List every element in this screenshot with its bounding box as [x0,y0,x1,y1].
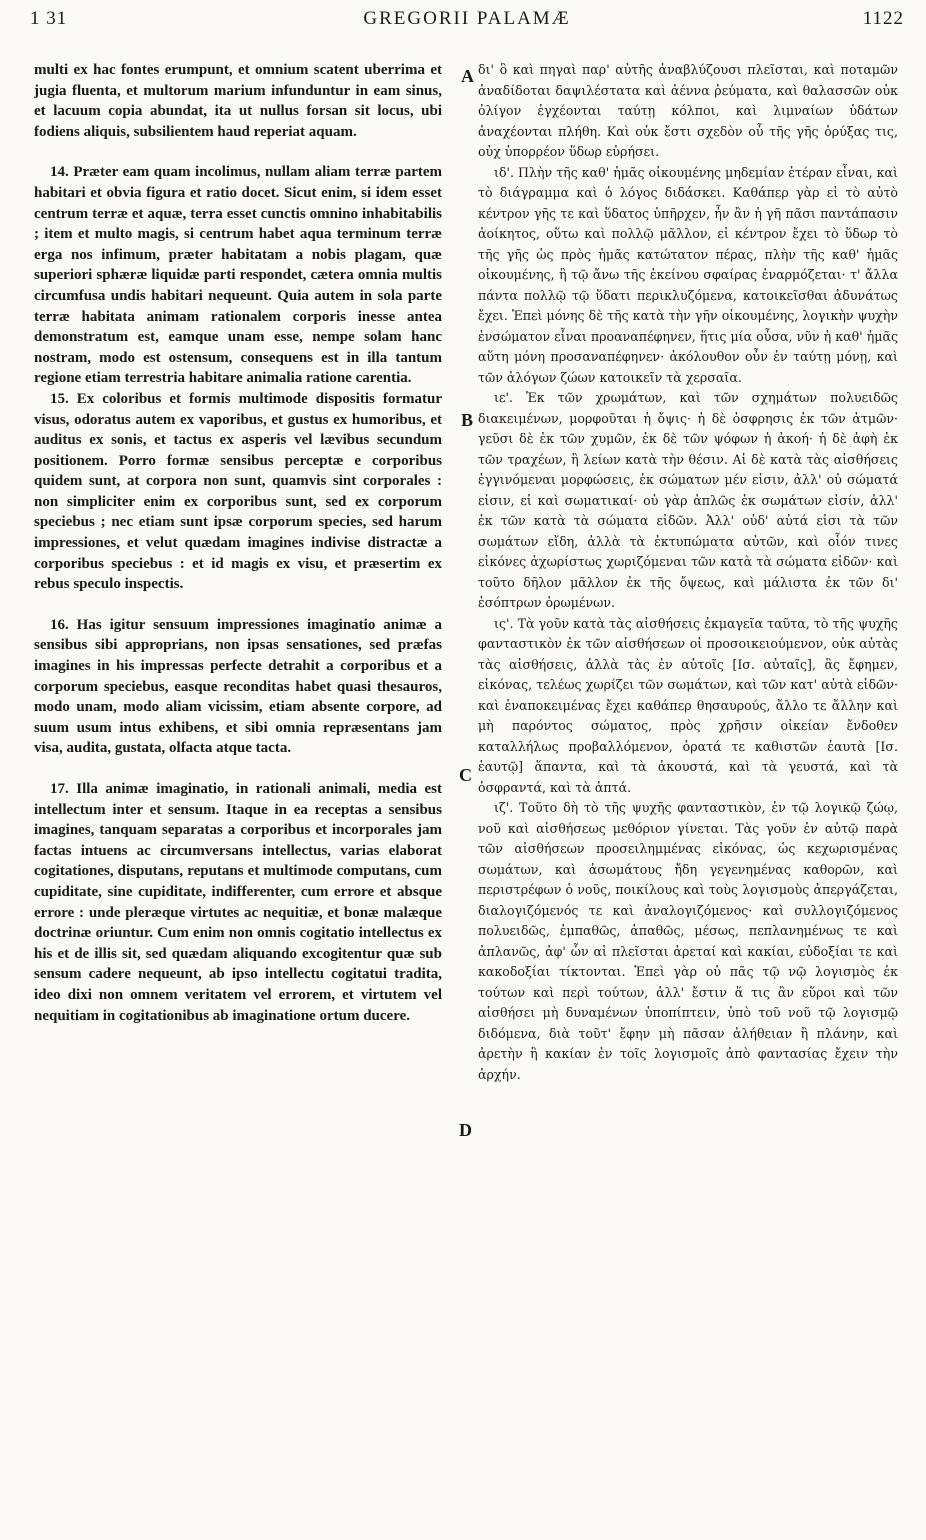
column-number-right: 1122 [862,8,904,29]
greek-paragraph-14: ιδ'. Πλὴν τῆς καθ' ἡμᾶς οἰκουμένης μηδεμίαν ἑτέραν εἶναι, καὶ τὸ διάγραμμα καὶ ὁ λόγος διδάσκει. Καθάπερ γὰρ εἰ τὸ αὐτὸ κέντρον γῆς τε καὶ ὕδατος ὑπῆρχεν, ἦν ἂν ἡ γῆ πᾶσι παντάπασιν ἀοίκητος, οὕτω καὶ πολλῷ μᾶλλον, εἰ κέντρον ἔχει τὸ ὕδωρ τὸ τῆς γῆς ὡς πρὸς ἡμᾶς κατώτατον πέρας, πλὴν τῆς καθ' ἡμᾶς οἰκουμένης, ἣ τῷ ἄνω τῆς ἐκείνου σφαίρας ἐναρμόζεται· τ' ἄλλα πάντα πολλῷ τῷ ὕδατι περικλυζόμενα, κατοικεῖσθαι ἀδυνάτως ἔχει. Ἐπεὶ μόνης δὲ τῆς κατὰ τὴν γῆν οἰκουμένης, λογικὴν ψυχὴν ἐνσώματον εἶναι προαναπέφηνεν, ἥτις μία οὖσα, νῦν ἡ καθ' ἡμᾶς αὕτη μόνη προσαναπέφηνεν· ἀκόλουθον οὖν ἐν ταύτῃ μόνῃ, καὶ τῶν ἀλόγων ζώων κατοικεῖν τὰ χερσαῖα. [478,164,898,385]
greek-column [478,60,898,1085]
section-marker-a: A [461,66,474,86]
page-header [30,8,904,34]
greek-paragraph-16: ις'. Τὰ γοῦν κατὰ τὰς αἰσθήσεις ἐκμαγεῖα ταῦτα, τὸ τῆς ψυχῆς φανταστικὸν ἐκ τῶν αἰσθήσεων οἰ προσοικειούμενον, οὐκ αὐτὰς τὰς αἰσθήσεις, ἀλλὰ τὰς ἐν αὐτοῖς [Ισ. αὐταῖς], ἃς ἔφημεν, εἰκόνας, τελέως χωρίζει τῶν σωμάτων, καὶ τῶν κατ' αὐτὰ εἰδῶν· καὶ ἐναποκειμένας ἔχει καθάπερ θησαυρούς, ἄλλο τε ἄλλην καὶ μὴ παρόντος σώματος, πρὸς χρῆσιν οἰκείαν ἔνδοθεν καταλλήλως προβαλλόμενον, ὁρατά τε καθιστῶν ἑαυτὰ [Ισ. ἑαυτῷ] ἅπαντα, καὶ τὰ ἀκουστά, καὶ τὰ γευστά, καὶ τὰ ὀσφραντά, καὶ τὰ ἁπτά. [478,615,898,795]
latin-paragraph-17: 17. Illa animæ imaginatio, in rationali animali, media est intellectum inter et sensum. Itaque in ea receptas a sensibus imagines, tanquam separatas a corporibus et incorporales jam factas intuens ac circumversans intellectus, varias elaborat cogitationes, disputans, reputans et multimode computans, cum cupiditate, sine cupiditate, indifferenter, cum errore et absque errore : unde pleræque virtutes ac nequitiæ, et bonæ malæque doctrinæ oriuntur. Cum enim non omnis cogitatio intellectus ex his et de illis sit, sed quædam aliquando excogitentur quæ sub sensum cadere nequeunt, ab ipso intellectu cogitatui tradita, ideo dixi non omnem veritatem vel errorem, et virtutem vel nequitiam in cogitationibus ab imaginatione ortum ducere. [34,781,442,1024]
latin-paragraph-continuation: multi ex hac fontes erumpunt, et omnium scatent uberrima et jugia fluenta, et multorum marium infunduntur in eam sinus, et lacuum copia abundat, ita ut nullus forsan sit locus, ubi fodiens aliquis, subsilientem haud reperiat aquam. [34,62,442,140]
latin-paragraph-15: 15. Ex coloribus et formis multimode dispositis formatur visus, odoratus autem ex vaporibus, et gustus ex humoribus, et auditus ex sonis, et tactus ex asperis vel lævibus secundum positionem. Porro formæ sensibus perceptæ e corporibus quidem sunt, at corpora non sunt, quamvis sint corporales : non simpliciter enim ex corporibus sunt, sed ex corporum speciebus ; nec etiam sunt ipsæ corporum species, sed harum impressiones, et velut quædam imagines indivise distractæ a corporibus speciebus : et id magis ex visu, et præsertim ex rebus speculo inspectis. [34,390,442,593]
column-number-left: 1 31 [30,8,68,29]
section-marker-b: B [461,410,474,430]
greek-paragraph-15: ιε'. Ἐκ τῶν χρωμάτων, καὶ τῶν σχημάτων πολυειδῶς διακειμένων, μορφοῦται ἡ ὄψις· ἡ δὲ ὀσφρησις ἐκ τῶν ἀτμῶν· γεῦσι δὲ ἐκ τῶν χυμῶν, ἐκ δὲ τῶν ψόφων ἡ ἀκοή· ἡ δὲ ἁφὴ ἐκ τῶν τραχέων, ἢ λείων κατὰ τὴν θέσιν. Αἱ δὲ κατὰ τὰς αἰσθήσεις ἐγγινόμεναι μορφώσεις, ἐκ σώματων μέν εἰσιν, ἀλλ' οὐ σώματά εἰσιν, εἰ καὶ σωματικαί· οὐ γὰρ ἁπλῶς ἐκ σωμάτων εἰσίν, ἀλλ' ἐκ τῶν κατὰ τὰ σώματα εἰδῶν. Ἀλλ' οὐδ' αὐτά εἰσι τὰ τῶν σωμάτων εἴδη, ἀλλὰ τὰ ἐκτυπώματα αὐτῶν, καὶ οἷόν τινες εἰκόνες ἀχωρίστως χωριζόμεναι τῶν κατὰ τὰ σώματα εἰδῶν· καὶ τοῦτο δῆλον μᾶλλον ἐκ τῆς ὄψεως, καὶ μάλιστα ἐκ τῶν δι' ἐσόπτρων ὁρωμένων. [478,390,898,610]
greek-paragraph-continuation: δι' ὃ καὶ πηγαὶ παρ' αὐτῆς ἀναβλύζουσι πλεῖσται, καὶ ποταμῶν ἀναδίδοται δαψιλέστατα καὶ ἀέννα ῥεύματα, καὶ θαλασσῶν οὐκ ὀλίγον ἐγχέονται ταύτῃ κόλποι, καὶ λιμναίων ὑδάτων ἀναχέονται πλήθη. Καὶ οὐκ ἔστι σχεδὸν οὗ τῆς γῆς ὀρύξας τις, οὐχ ὑπορρέον ὕδωρ εὑρήσει. [478,62,898,159]
section-marker-d: D [459,1120,472,1140]
latin-paragraph-14: 14. Præter eam quam incolimus, nullam aliam terræ partem habitari et obvia figura et ratio docet. Sicut enim, si idem esset centrum terræ et aquæ, terra esset cunctis omnino inhabitabilis ; item et multo magis, si centrum habet aqua terminum terræ erga nos infimum, præter habitatam a nobis plagam, quæ superiori sphæræ liquidæ parti respondet, cætera omnia multis circumfusa undis habitari nequeunt. Quia autem in sola parte terræ habitata animam rationalem corporis inesse antea demonstratum est, eamque unam esse, nempe solam hanc nostram, modo est ostensum, consequens est in illa tantum regione etiam terrestria habitare animalia ratione carentia. [34,164,442,387]
latin-paragraph-16: 16. Has igitur sensuum impressiones imaginatio animæ a sensibus sibi approprians, non ipsas sensationes, sed præfas imagines in his impressas perfecte detrahit a corporibus et a corporum speciebus, easque reconditas habet quasi thesauros, modo unam, modo aliam vicissim, etiam absente corpore, ad suum usum intus exhibens, et sibi omnia repræsentans jam visa, audita, gustata, olfacta atque tacta. [34,616,442,757]
section-marker-c: C [459,765,472,785]
running-title: GREGORII PALAMÆ [363,8,571,29]
greek-paragraph-17: ιζ'. Τοῦτο δὴ τὸ τῆς ψυχῆς φανταστικὸν, ἐν τῷ λογικῷ ζώῳ, νοῦ καὶ αἰσθήσεως μεθόριον γίνεται. Τὰς γοῦν ἐν αὐτῷ παρὰ τῶν αἰσθήσεων προσειλημμένας εἰκόνας, ὡς κεχωρισμένας σωμάτων, καὶ ἀσωμάτους ἤδη γεγενημένας καθορῶν, καὶ περιστρέφων ὁ νοῦς, ποικίλους καὶ τοὺς λογισμοὺς ἀπεργάζεται, διαλογιζόμενός τε καὶ ἀναλογιζόμενος· καὶ συλλογιζόμενος πολυειδῶς, ἐμπαθῶς, ἀπαθῶς, μέσως, πεπλανημένως τε καὶ ἀπλανῶς, ἀφ' ὧν αἱ πλεῖσται ἀρεταί καὶ κακίαι, εὐδοξίαι τε καὶ κακοδοξίαι τίκτονται. Ἐπεὶ γὰρ οὐ πᾶς τῷ νῷ λογισμὸς ἐκ τούτων καὶ περὶ τούτων, ἀλλ' ἔστιν ἅ τις ἂν εὕροι καὶ τῶν αἰσθήσει μὴ δυναμένων ὑποπίπτειν, ὑπὸ τοῦ νοῦ τῷ λογισμῷ διδόμενα, διὰ τοῦτ' ἔφην μὴ πᾶσαν ἀλήθειαν ἢ πλάνην, καὶ ἀρετὴν ἢ κακίαν ἐν τοῖς λογισμοῖς ἀπὸ φαντασίας ἔχειν τὴν ἀρχήν. [478,800,898,1082]
latin-column [34,60,442,1026]
